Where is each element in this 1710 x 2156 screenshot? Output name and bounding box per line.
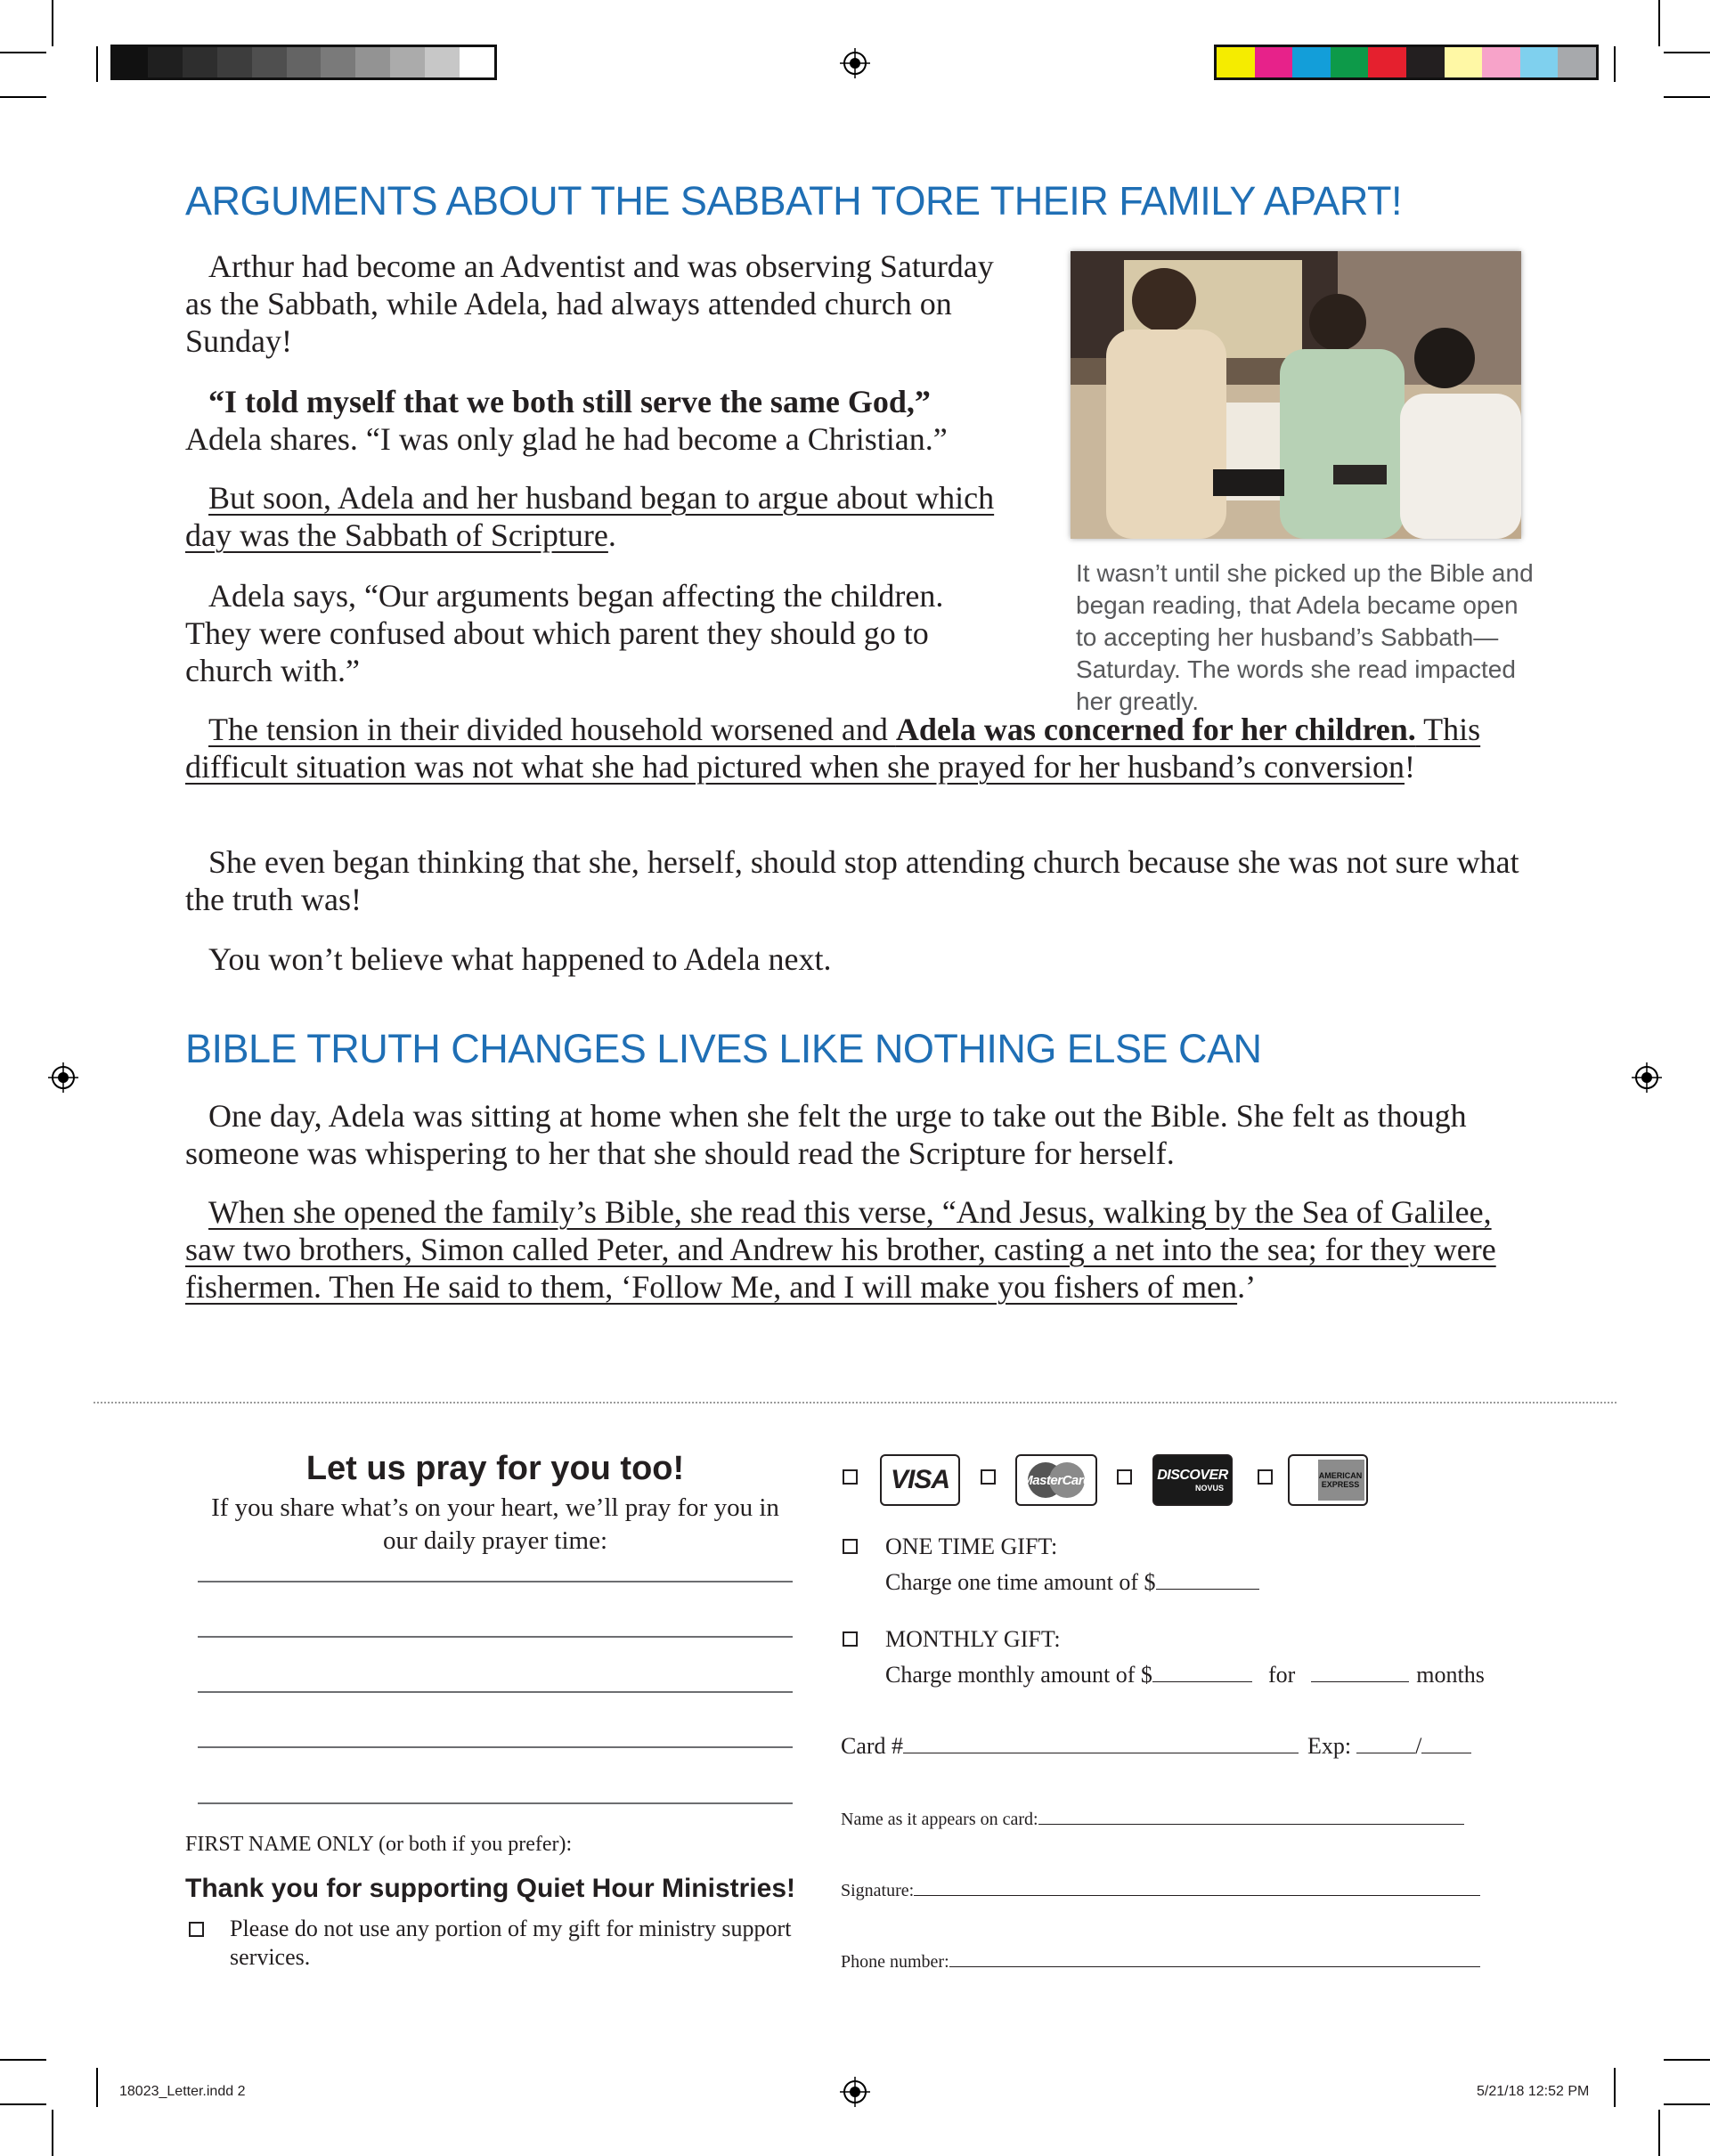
crop-mark [1658, 2110, 1660, 2156]
color-swatch [148, 47, 183, 77]
color-swatch [252, 47, 287, 77]
no-support-option-label: Please do not use any portion of my gift for ministry support services. [230, 1916, 792, 1970]
one-time-amount-field[interactable] [1156, 1569, 1259, 1590]
photo-caption: It wasn’t until she picked up the Bible and began reading, that Adela became open to accepting her husband’s Sabbath—Saturday. The words she read impacted her greatly. [1076, 559, 1534, 715]
color-swatch [355, 47, 390, 77]
crop-mark [0, 96, 46, 98]
color-swatch [425, 47, 460, 77]
phone-field[interactable] [949, 1950, 1480, 1967]
thanks-message: Thank you for supporting Quiet Hour Ministries! [185, 1874, 796, 1903]
card-number-field[interactable] [903, 1733, 1299, 1753]
mastercard-checkbox[interactable] [981, 1469, 996, 1485]
mastercard-logo: MasterCard [1015, 1454, 1097, 1506]
slug-file-name: 18023_Letter.indd 2 [119, 2084, 246, 2099]
registration-mark-icon [1632, 1062, 1662, 1093]
crop-mark [1664, 2059, 1710, 2061]
visa-logo: VISA [880, 1454, 960, 1506]
exp-year-field[interactable] [1421, 1733, 1471, 1753]
monthly-gift-checkbox[interactable] [843, 1631, 858, 1647]
months-field[interactable] [1311, 1662, 1409, 1682]
signature-row: Signature: [841, 1879, 1480, 1901]
discover-checkbox[interactable] [1117, 1469, 1132, 1485]
color-swatch [287, 47, 322, 77]
name-on-card-row: Name as it appears on card: [841, 1808, 1464, 1830]
article-photo [1071, 251, 1521, 539]
one-time-gift-checkbox[interactable] [843, 1539, 858, 1554]
paragraph-1: Arthur had become an Adventist and was observing Saturday as the Sabbath, while Adela, had always attended church on Sunday! [185, 248, 994, 359]
crop-mark [1664, 2103, 1710, 2105]
color-swatch [1255, 47, 1293, 77]
monthly-charge-row: Charge monthly amount of $ for months [885, 1662, 1485, 1688]
color-swatch [1368, 47, 1406, 77]
tear-off-dotted-rule [94, 1402, 1616, 1403]
paragraph-6: She even began thinking that she, herself, should stop attending church because she was not sure what the truth was! [185, 844, 1519, 917]
card-number-row: Card # Exp: / [841, 1733, 1471, 1760]
visa-checkbox[interactable] [843, 1469, 858, 1485]
registration-mark-icon [840, 48, 870, 78]
paragraph-3: But soon, Adela and her husband began to argue about which day was the Sabbath of Scripture. [185, 480, 995, 553]
paragraph-7: You won’t believe what happened to Adela next. [208, 941, 832, 977]
color-swatch [1520, 47, 1559, 77]
color-swatch [183, 47, 217, 77]
crop-mark [96, 2068, 98, 2107]
crop-mark [1658, 0, 1660, 46]
prayer-request-line[interactable] [198, 1581, 793, 1582]
color-swatch [1558, 47, 1596, 77]
crop-mark [52, 2110, 53, 2156]
color-swatch [1217, 47, 1255, 77]
prayer-subtitle: If you share what’s on your heart, we’ll pray for you in our daily prayer time: [211, 1493, 779, 1555]
one-time-gift-label: ONE TIME GIFT: [885, 1534, 1058, 1559]
signature-field[interactable] [914, 1879, 1480, 1896]
monthly-amount-field[interactable] [1152, 1662, 1252, 1682]
color-swatch [217, 47, 252, 77]
color-swatch [1331, 47, 1369, 77]
amex-logo: AMERICAN EXPRESS [1288, 1454, 1368, 1506]
paragraph-9: When she opened the family’s Bible, she read this verse, “And Jesus, walking by the Sea of Galilee, saw two brothers, Simon called Peter, and Andrew his brother, casting a net into the sea; for they were fishermen. Then He said to them, ‘Follow Me, and I will make you fishers of men.’ [185, 1194, 1496, 1305]
color-swatch [390, 47, 425, 77]
crop-mark [0, 2103, 46, 2105]
section-heading-bible-truth: BIBLE TRUTH CHANGES LIVES LIKE NOTHING ELSE CAN [185, 1026, 1262, 1071]
name-on-card-field[interactable] [1038, 1808, 1464, 1825]
prayer-title: Let us pray for you too! [305, 1450, 685, 1487]
crop-mark [52, 0, 53, 46]
registration-mark-icon [48, 1062, 78, 1093]
one-time-charge-row: Charge one time amount of $ [885, 1569, 1259, 1596]
grayscale-color-bar [110, 45, 497, 80]
color-swatch [321, 47, 355, 77]
crop-mark [1614, 2068, 1616, 2107]
registration-mark-icon [840, 2077, 870, 2107]
paragraph-8: One day, Adela was sitting at home when she felt the urge to take out the Bible. She felt as though someone was whispering to her that she should read the Scripture for herself. [185, 1098, 1467, 1171]
discover-logo: DISCOVER NOVUS [1152, 1454, 1233, 1506]
paragraph-2: “I told myself that we both still serve the same God,” Adela shares. “I was only glad he had become a Christian.” [185, 384, 948, 457]
section-heading-arguments: ARGUMENTS ABOUT THE SABBATH TORE THEIR FAMILY APART! [185, 178, 1403, 224]
prayer-request-line[interactable] [198, 1802, 793, 1804]
crop-mark [0, 52, 46, 53]
color-swatch [1482, 47, 1520, 77]
crop-mark [96, 46, 98, 82]
color-swatch [1292, 47, 1331, 77]
monthly-gift-label: MONTHLY GIFT: [885, 1626, 1061, 1652]
prayer-request-line[interactable] [198, 1746, 793, 1748]
prayer-request-line[interactable] [198, 1636, 793, 1638]
prayer-request-line[interactable] [198, 1691, 793, 1693]
phone-row: Phone number: [841, 1950, 1480, 1973]
color-swatch [1406, 47, 1445, 77]
crop-mark [1664, 52, 1710, 53]
color-swatch [113, 47, 148, 77]
first-name-label: FIRST NAME ONLY (or both if you prefer): [185, 1833, 573, 1856]
paragraph-5: The tension in their divided household worsened and Adela was concerned for her children. This difficult situation was not what she had pictured when she prayed for her husband’s conversion! [185, 712, 1481, 785]
crop-mark [0, 2059, 46, 2061]
no-support-checkbox[interactable] [189, 1922, 204, 1937]
amex-checkbox[interactable] [1258, 1469, 1273, 1485]
process-color-bar [1214, 45, 1599, 80]
crop-mark [1614, 46, 1616, 82]
crop-mark [1664, 96, 1710, 98]
paragraph-4: Adela says, “Our arguments began affecting the children. They were confused about which parent they should go to church with.” [185, 578, 944, 688]
color-swatch [1445, 47, 1483, 77]
exp-month-field[interactable] [1356, 1733, 1415, 1753]
slug-timestamp: 5/21/18 12:52 PM [1477, 2084, 1590, 2099]
color-swatch [460, 47, 494, 77]
